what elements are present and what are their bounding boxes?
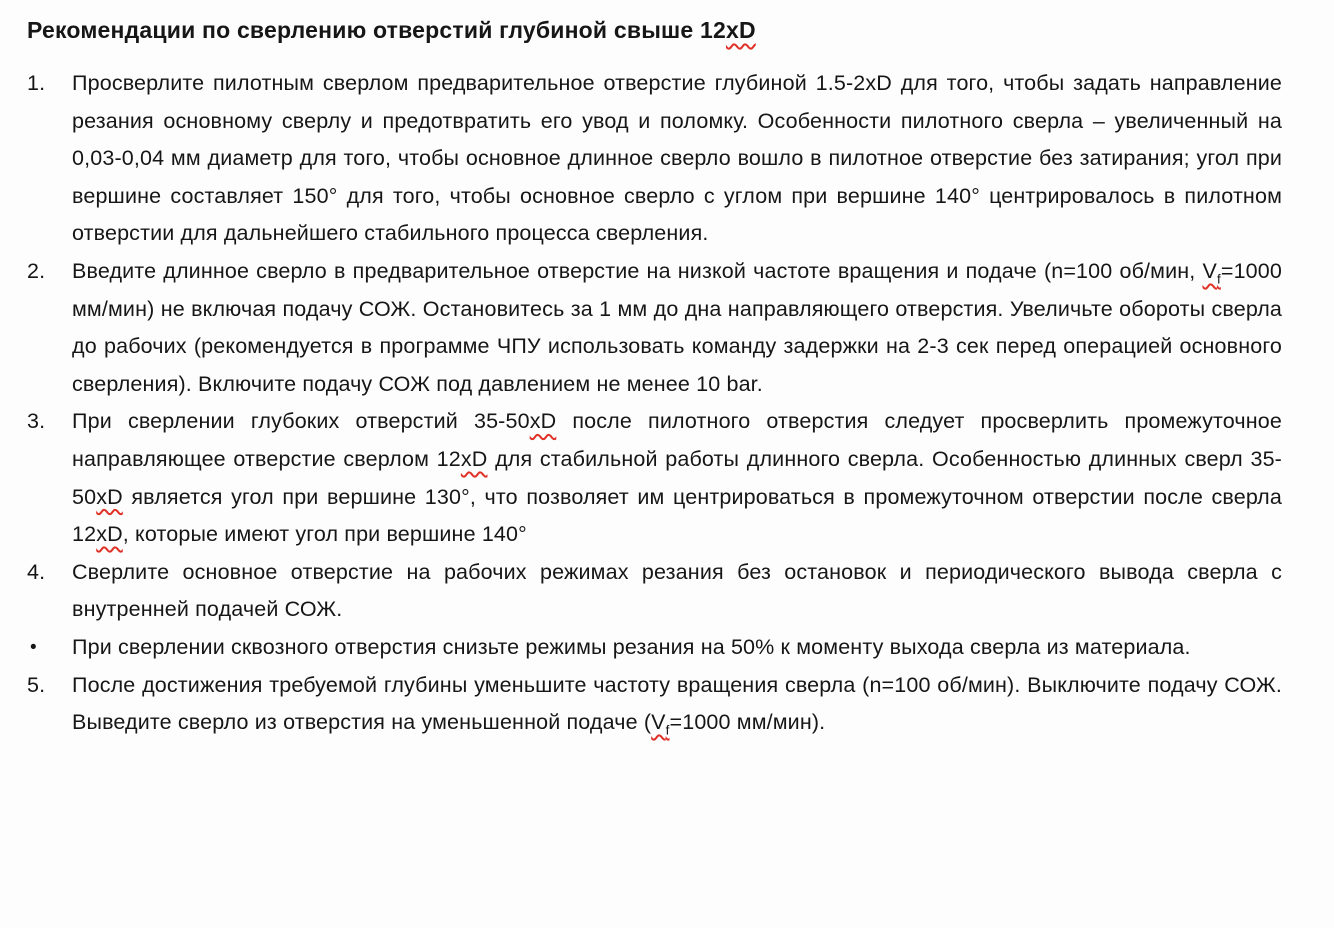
document-title bbox=[27, 15, 1282, 45]
number-marker: 1. bbox=[27, 71, 46, 95]
list-item-text bbox=[72, 409, 1282, 546]
list-item bbox=[27, 629, 1282, 667]
text-run: При сверлении сквозного отверстия снизьте режимы резания на 50% к моменту выхода сверла из материала. bbox=[72, 634, 1191, 659]
number-marker: 4. bbox=[27, 559, 46, 584]
text-run: для стабильной работы длинного сверла. Особенностью длинных сверл 35-50 bbox=[72, 446, 1282, 509]
list-item bbox=[27, 403, 1282, 553]
text-run: Просверлите пилотным сверлом предварительное отверстие глубиной 1.5-2xD для того, чтобы задать направление резания основному сверлу и предотвратить его увод и поломку. Особенности пилотного сверла – увеличенный на 0,03-0,04 мм диаметр для того, чтобы основное длинное сверло вошло в пилотное отверстие без затирания; угол при вершине составляет 150° для того, чтобы основное сверло с углом при вершине 140° центрировалось в пилотном отверстии для дальнейшего стабильного процесса сверления. bbox=[72, 71, 1282, 246]
text-run: При сверлении глубоких отверстий 35-50 bbox=[72, 409, 530, 434]
text-run: после пилотного отверстия следует просверлить промежуточное направляющее отверстие сверлом 12 bbox=[72, 409, 1282, 471]
text-run: =1000 мм/мин). bbox=[669, 710, 826, 735]
list-item-text bbox=[72, 71, 1282, 245]
text-run: Введите длинное сверло в предварительное отверстие на низкой частоте вращения и подаче (n=100 об/мин, bbox=[72, 258, 1203, 283]
bullet-marker: • bbox=[30, 636, 37, 658]
list-item bbox=[27, 554, 1282, 629]
misspelled-text bbox=[1202, 258, 1221, 287]
text-run: является угол при вершине 130°, что позволяет им центрироваться в промежуточном отверстии после сверла 12 bbox=[72, 484, 1282, 547]
number-marker: 5. bbox=[27, 672, 46, 697]
text-run: Сверлите основное отверстие на рабочих режимах резания без остановок и периодического вывода сверла с внутренней подачей СОЖ. bbox=[72, 559, 1282, 622]
text-run: Рекомендации по сверлению отверстий глубиной свыше 12 bbox=[27, 17, 726, 43]
misspelled-text: xD bbox=[96, 522, 123, 547]
misspelled-text: xD bbox=[96, 484, 123, 509]
list-item-text bbox=[72, 635, 1191, 659]
misspelled-text: xD bbox=[725, 17, 756, 43]
number-marker: 2. bbox=[27, 258, 46, 283]
misspelled-text: xD bbox=[529, 409, 557, 434]
text-run: V bbox=[1202, 258, 1217, 283]
text-run: f bbox=[665, 722, 670, 738]
text-run: После достижения требуемой глубины уменьшите частоту вращения сверла (n=100 об/мин). Выключите подачу СОЖ. Выведите сверло из отверстия на уменьшенной подаче ( bbox=[72, 672, 1282, 735]
misspelled-text: xD bbox=[460, 446, 488, 471]
list-item bbox=[27, 65, 1282, 253]
misspelled-text bbox=[651, 710, 670, 738]
recommendations-list bbox=[27, 65, 1282, 742]
list-item bbox=[27, 667, 1282, 742]
list-item-text bbox=[72, 560, 1282, 622]
list-item bbox=[27, 253, 1282, 403]
list-item-text bbox=[72, 259, 1282, 396]
text-run: V bbox=[651, 710, 666, 735]
text-run: =1000 мм/мин) не включая подачу СОЖ. Остановитесь за 1 мм до дна направляющего отверстия. Увеличьте обороты сверла до рабочих (рекомендуется в программе ЧПУ использовать команду задержки на 2-3 сек перед операцией основного сверления). Включите подачу СОЖ под давлением не менее 10 bar. bbox=[72, 258, 1282, 396]
list-item-text bbox=[72, 672, 1282, 738]
text-run: , которые имеют угол при вершине 140° bbox=[122, 522, 527, 547]
number-marker: 3. bbox=[27, 409, 46, 434]
text-run: f bbox=[1217, 271, 1221, 287]
